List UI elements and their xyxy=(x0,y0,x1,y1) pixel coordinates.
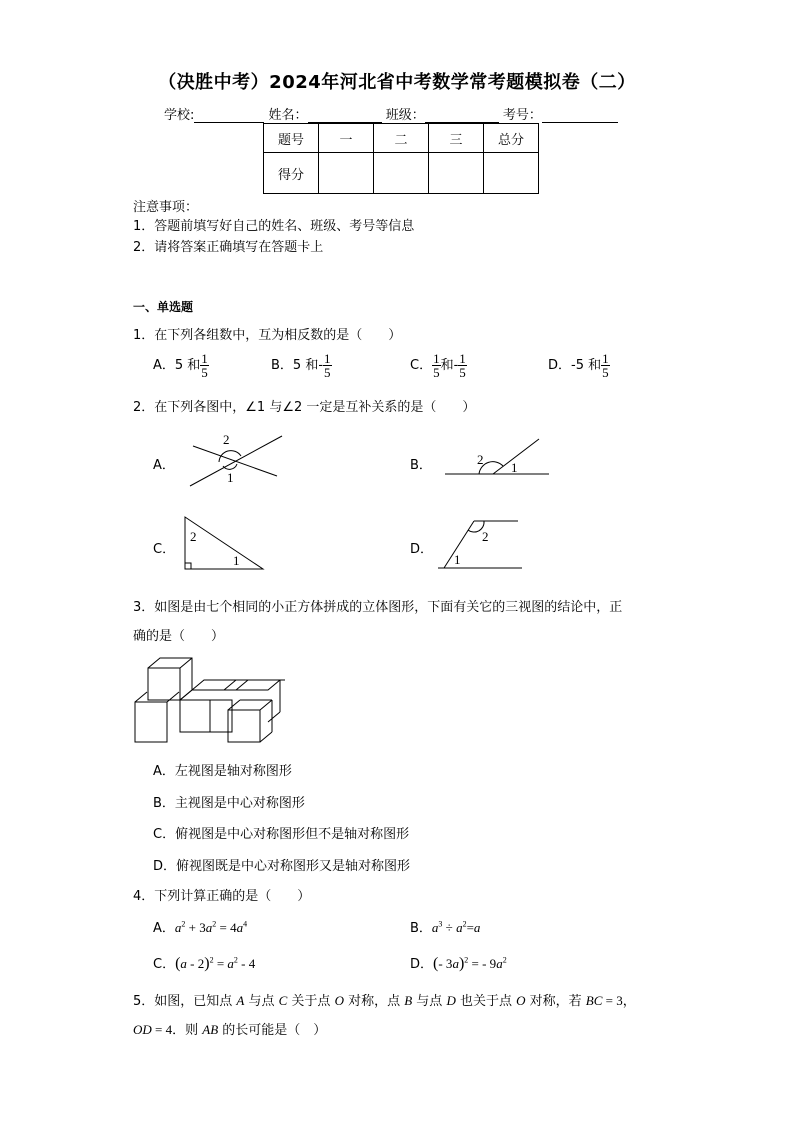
question-1-stem: 1．在下列各组数中，互为相反数的是（ ） xyxy=(133,328,402,343)
score-cell xyxy=(374,153,429,194)
school-blank xyxy=(194,108,264,123)
q2-option-b-label: B． xyxy=(410,458,432,473)
score-header-cell: 三 xyxy=(429,124,484,153)
q3-cube-figure xyxy=(130,655,290,747)
q3-option-d: D．俯视图既是中心对称图形又是轴对称图形 xyxy=(153,859,411,874)
score-cell xyxy=(429,153,484,194)
notice-item: 2．请将答案正确填写在答题卡上 xyxy=(133,240,324,255)
q2-option-a-label: A． xyxy=(153,458,175,473)
angle-label-2: 2 xyxy=(223,432,230,447)
angle-label-1: 1 xyxy=(233,553,240,568)
q2-figure-c xyxy=(180,514,270,574)
q2-option-c-label: C． xyxy=(153,542,176,557)
notice-item: 1．答题前填写好自己的姓名、班级、考号等信息 xyxy=(133,219,415,234)
q4-option-d: D．(- 3a)$^2$ = - $9a^2$ xyxy=(410,955,507,972)
name-blank xyxy=(308,108,382,123)
student-info-line xyxy=(164,104,618,123)
score-row-label: 得分 xyxy=(264,153,319,194)
angle-label-1: 1 xyxy=(511,460,518,475)
q1-option-b: B．5 和- $\frac{1}{5}$ xyxy=(271,351,331,380)
question-3-stem-line1: 3．如图是由七个相同的小正方体拼成的立体图形，下面有关它的三视图的结论中，正 xyxy=(133,600,623,615)
score-header-cell: 题号 xyxy=(264,124,319,153)
score-header-cell: 二 xyxy=(374,124,429,153)
page-title: （决胜中考）2024年河北省中考数学常考题模拟卷（二） xyxy=(158,72,636,93)
score-header-cell: 总分 xyxy=(484,124,539,153)
exam-no-blank xyxy=(542,108,618,123)
q4-option-a: A．$a^2 + 3a^2 = 4a^4$ xyxy=(153,919,248,936)
q3-option-c: C．俯视图是中心对称图形但不是轴对称图形 xyxy=(153,827,410,842)
notice-heading: 注意事项： xyxy=(133,200,199,215)
q2-figure-d xyxy=(436,516,526,572)
angle-label-2: 2 xyxy=(482,529,489,544)
score-table xyxy=(263,123,539,194)
question-2-stem: 2．在下列各图中，∠1 与∠2 一定是互补关系的是（ ） xyxy=(133,400,476,415)
angle-label-1: 1 xyxy=(454,552,461,567)
score-cell xyxy=(319,153,374,194)
section-heading: 一、单选题 xyxy=(133,300,194,314)
angle-label-2: 2 xyxy=(190,529,197,544)
score-header-cell: 一 xyxy=(319,124,374,153)
school-label: 学校: xyxy=(164,108,195,123)
q2-figure-b xyxy=(443,436,553,480)
q4-option-c: C．$(a - 2)^2 = a^2 - 4$ xyxy=(153,955,256,972)
class-label: 班级： xyxy=(385,108,425,123)
q2-figure-a xyxy=(185,428,285,490)
question-5-stem-line2: OD = 4．则 AB 的长可能是（ ） xyxy=(133,1022,327,1038)
question-5-stem-line1: 5．如图，已知点 A 与点 C 关于点 O 对称，点 B 与点 D 也关于点 O 对称，若 BC = 3， xyxy=(133,993,636,1009)
exam-no-label: 考号： xyxy=(502,108,542,123)
q3-option-b: B．主视图是中心对称图形 xyxy=(153,796,305,811)
class-blank xyxy=(425,108,499,123)
q1-option-c: C． $\frac{1}{5}$ 和- $\frac{1}{5}$ xyxy=(410,351,466,380)
question-3-stem-line2: 确的是（ ） xyxy=(133,629,225,644)
score-cell xyxy=(484,153,539,194)
q2-option-d-label: D． xyxy=(410,542,434,557)
angle-label-2: 2 xyxy=(477,452,484,467)
q1-option-a: A．5 和 $\frac{1}{5}$ xyxy=(153,351,208,380)
q4-option-b: B．$a^3 \div a^2=a$ xyxy=(410,919,481,936)
q1-option-d: D．-5 和 $\frac{1}{5}$ xyxy=(548,351,609,380)
question-4-stem: 4．下列计算正确的是（ ） xyxy=(133,889,311,904)
name-label: 姓名： xyxy=(268,108,308,123)
q3-option-a: A．左视图是轴对称图形 xyxy=(153,764,292,779)
angle-label-1: 1 xyxy=(227,470,234,485)
